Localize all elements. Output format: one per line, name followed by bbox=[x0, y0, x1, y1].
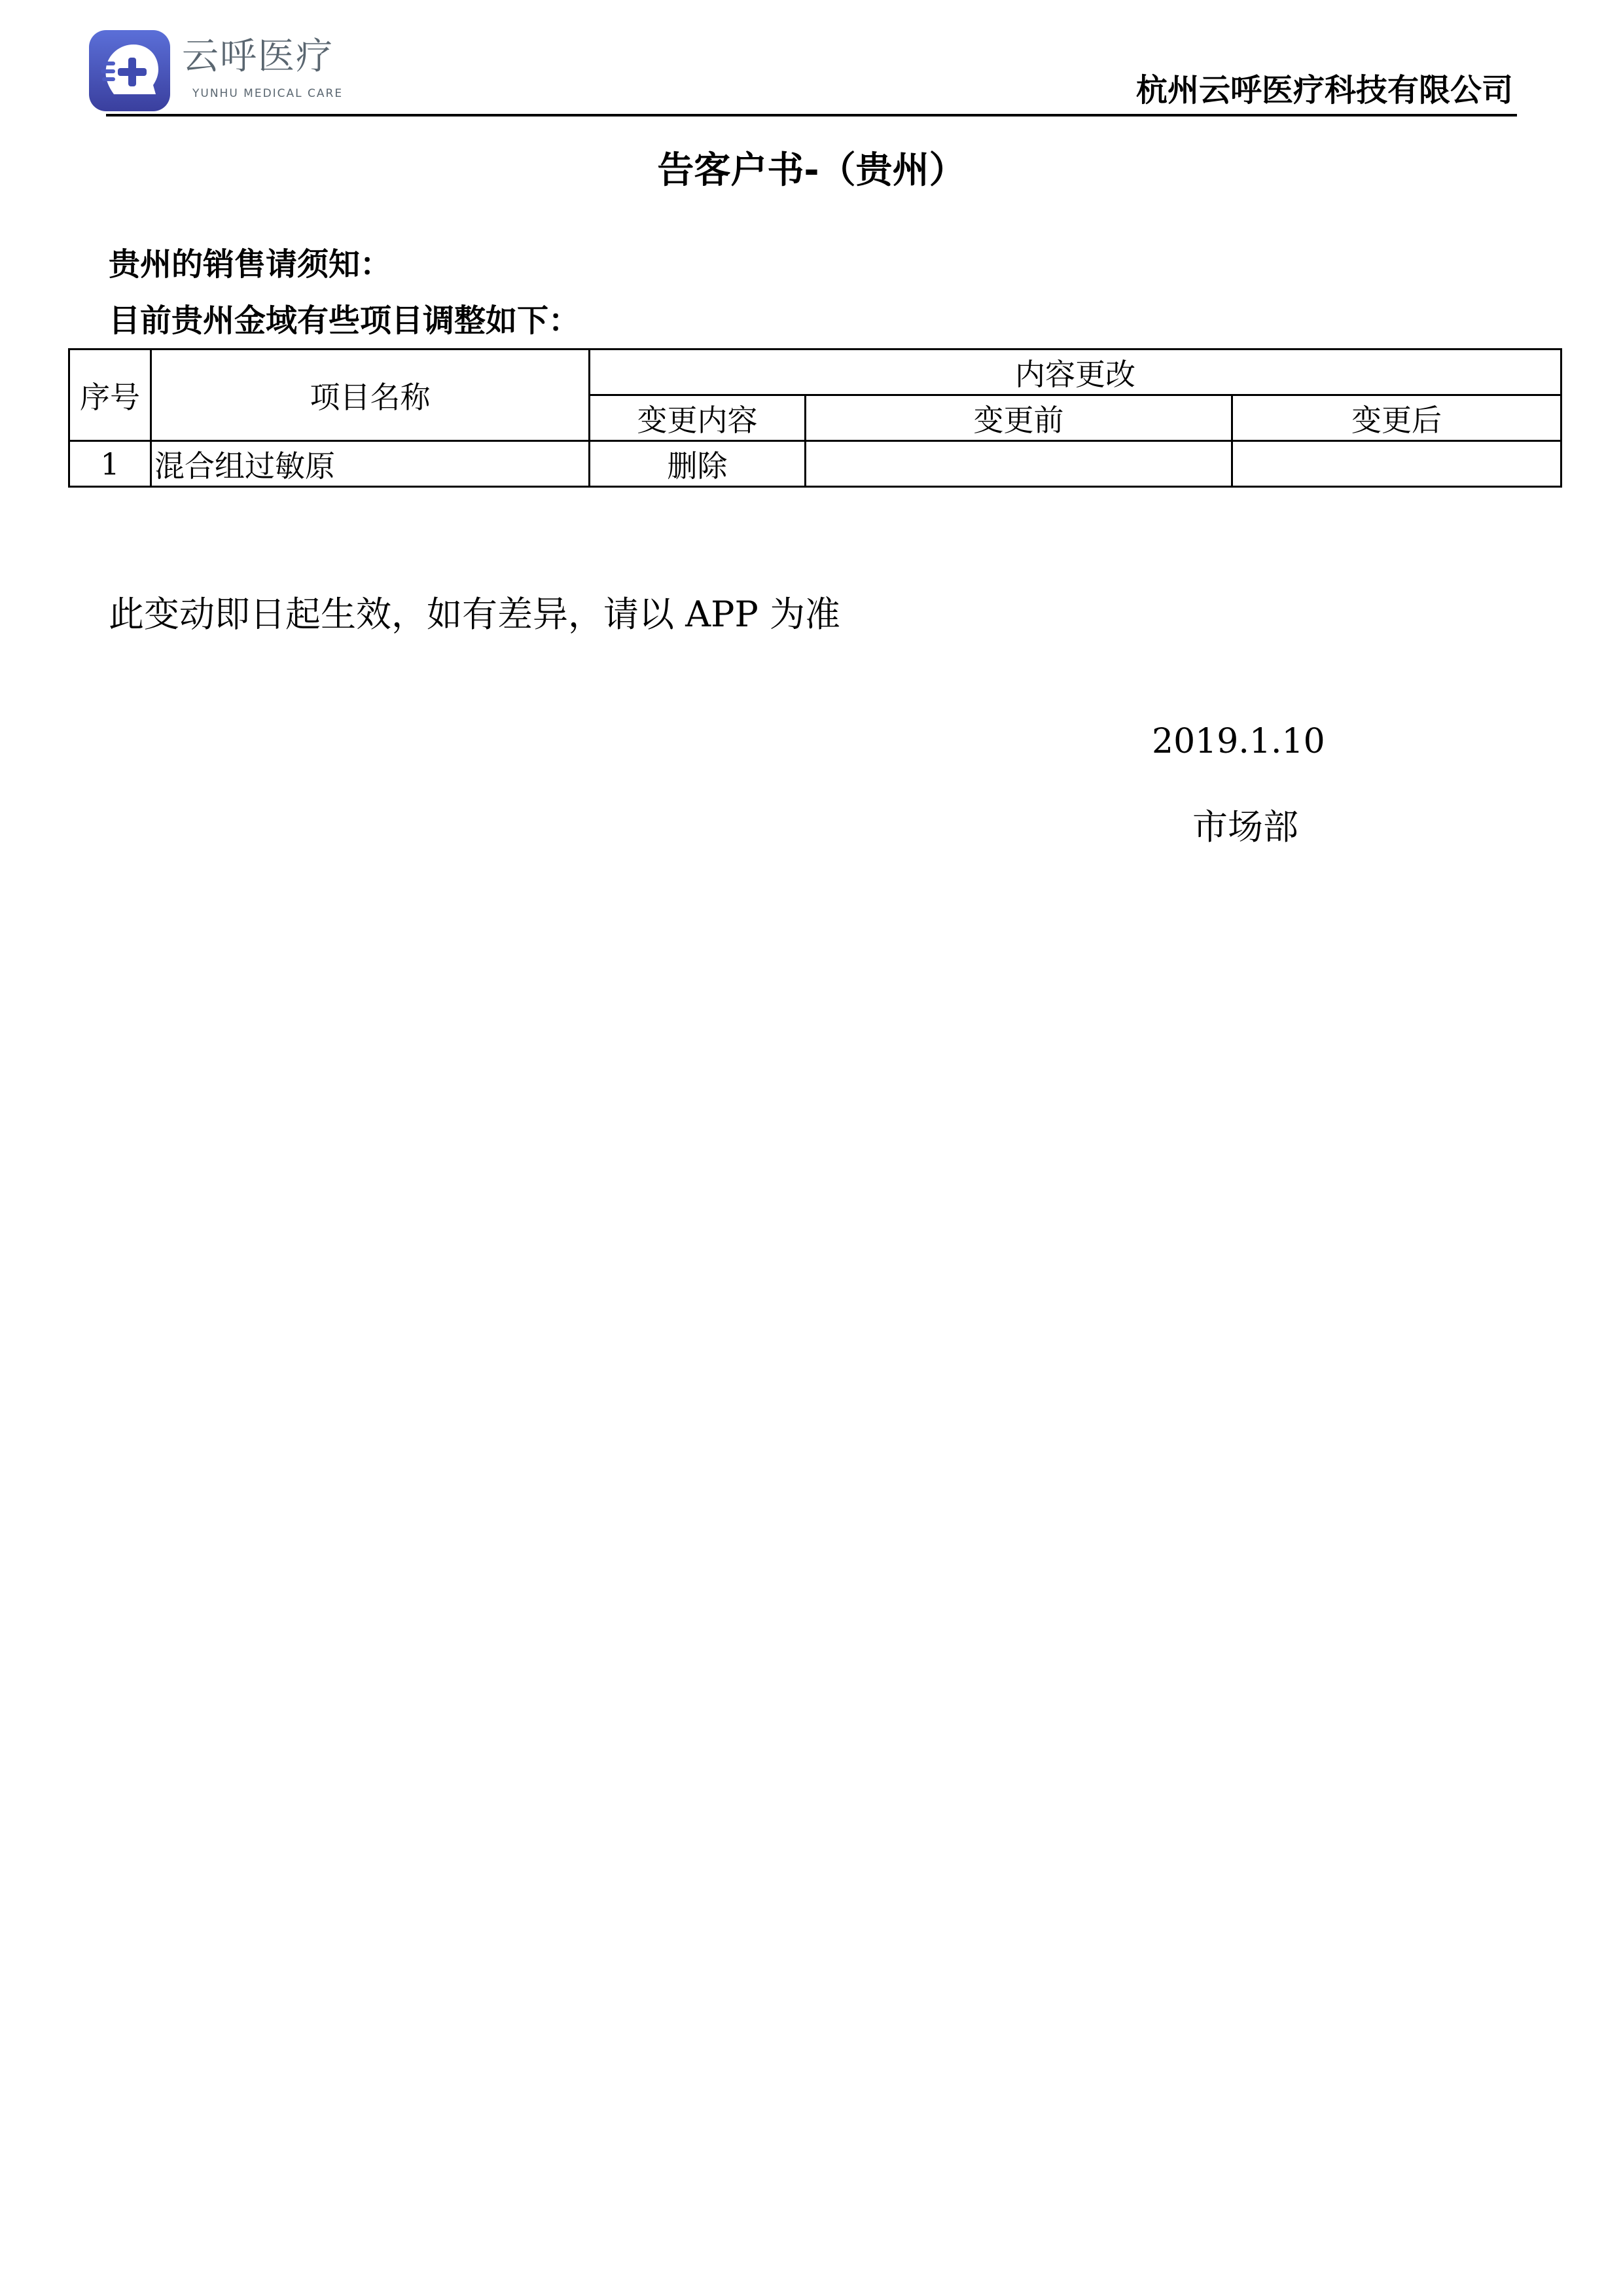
document-date: 2019.1.10 bbox=[1152, 722, 1325, 761]
header-before: 变更前 bbox=[806, 395, 1232, 441]
company-name: 杭州云呼医疗科技有限公司 bbox=[1135, 72, 1513, 109]
cell-after bbox=[1232, 441, 1561, 487]
table-header-row bbox=[69, 350, 1561, 395]
issuing-department: 市场部 bbox=[1192, 806, 1298, 848]
header-content-change: 内容更改 bbox=[590, 350, 1561, 395]
cell-before bbox=[806, 441, 1232, 487]
document-title: 告客户书-（贵州） bbox=[657, 149, 966, 192]
notice-line-2: 目前贵州金域有些项目调整如下： bbox=[109, 302, 580, 339]
logo-text-en: YUNHU MEDICAL CARE bbox=[192, 87, 344, 100]
change-table bbox=[68, 348, 1562, 488]
logo-icon bbox=[88, 29, 171, 113]
header-divider bbox=[106, 114, 1517, 117]
cell-item-name: 混合组过敏原 bbox=[151, 441, 590, 487]
cell-index: 1 bbox=[69, 441, 151, 487]
effective-statement: 此变动即日起生效，如有差异，请以 APP 为准 bbox=[109, 594, 840, 635]
logo-text-cn: 云呼医疗 bbox=[182, 35, 334, 78]
header-item-name: 项目名称 bbox=[151, 350, 590, 441]
company-logo bbox=[88, 29, 343, 114]
notice-line-1: 贵州的销售请须知： bbox=[109, 246, 392, 283]
header-index: 序号 bbox=[69, 350, 151, 441]
header-after: 变更后 bbox=[1232, 395, 1561, 441]
cell-change-type: 删除 bbox=[590, 441, 806, 487]
page-header bbox=[0, 0, 1623, 118]
header-change-type: 变更内容 bbox=[590, 395, 806, 441]
table-row bbox=[69, 441, 1561, 487]
